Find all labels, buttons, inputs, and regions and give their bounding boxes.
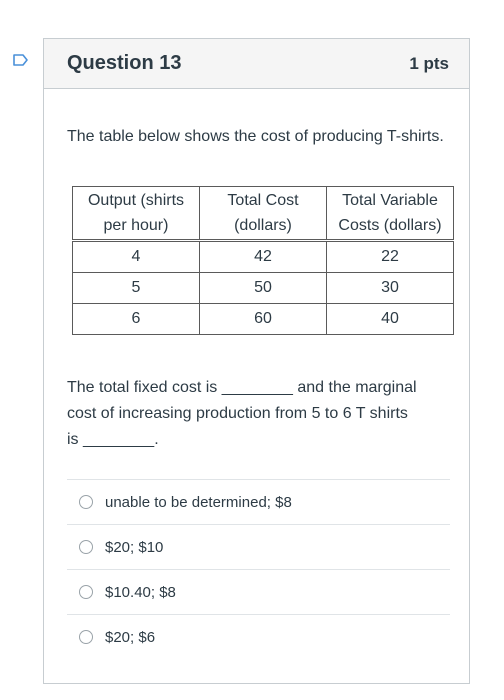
table-row xyxy=(73,241,454,273)
table-header-row xyxy=(73,187,454,241)
header-total-cost: Total Cost (dollars) xyxy=(200,187,327,241)
question-prompt: The table below shows the cost of producing T-shirts. xyxy=(67,128,444,145)
header-total-variable-costs: Total Variable Costs (dollars) xyxy=(327,187,454,241)
table-cell: 5 xyxy=(73,273,200,304)
answer-option[interactable] xyxy=(67,569,450,614)
answer-option[interactable] xyxy=(67,479,450,524)
answer-label[interactable]: $10.40; $8 xyxy=(105,583,176,601)
answer-label[interactable]: unable to be determined; $8 xyxy=(105,493,292,511)
question-body xyxy=(67,375,457,453)
table-cell: 50 xyxy=(200,273,327,304)
header-output: Output (shirts per hour) xyxy=(73,187,200,241)
question-points: 1 pts xyxy=(409,53,449,73)
question-card xyxy=(43,38,470,684)
bookmark-flag-icon[interactable] xyxy=(13,54,29,66)
table-cell: 22 xyxy=(327,241,454,273)
table-row xyxy=(73,273,454,304)
radio-button[interactable] xyxy=(79,585,93,599)
radio-button[interactable] xyxy=(79,495,93,509)
table-cell: 40 xyxy=(327,304,454,335)
answer-option[interactable] xyxy=(67,614,450,659)
table-cell: 60 xyxy=(200,304,327,335)
question-header xyxy=(44,39,469,89)
table-cell: 4 xyxy=(73,241,200,273)
question-body-line: The total fixed cost is ________ and the marginal xyxy=(67,379,417,396)
table-cell: 6 xyxy=(73,304,200,335)
answer-option[interactable] xyxy=(67,524,450,569)
answer-label[interactable]: $20; $10 xyxy=(105,538,164,556)
radio-button[interactable] xyxy=(79,540,93,554)
table-row xyxy=(73,304,454,335)
cost-table xyxy=(72,186,454,335)
answer-label[interactable]: $20; $6 xyxy=(105,628,156,646)
answer-list xyxy=(67,479,450,659)
table-cell: 30 xyxy=(327,273,454,304)
question-body-line: cost of increasing production from 5 to 6 T shirts xyxy=(67,405,408,422)
radio-button[interactable] xyxy=(79,630,93,644)
question-title: Question 13 xyxy=(67,52,182,74)
table-cell: 42 xyxy=(200,241,327,273)
question-body-line: is ________. xyxy=(67,431,159,448)
